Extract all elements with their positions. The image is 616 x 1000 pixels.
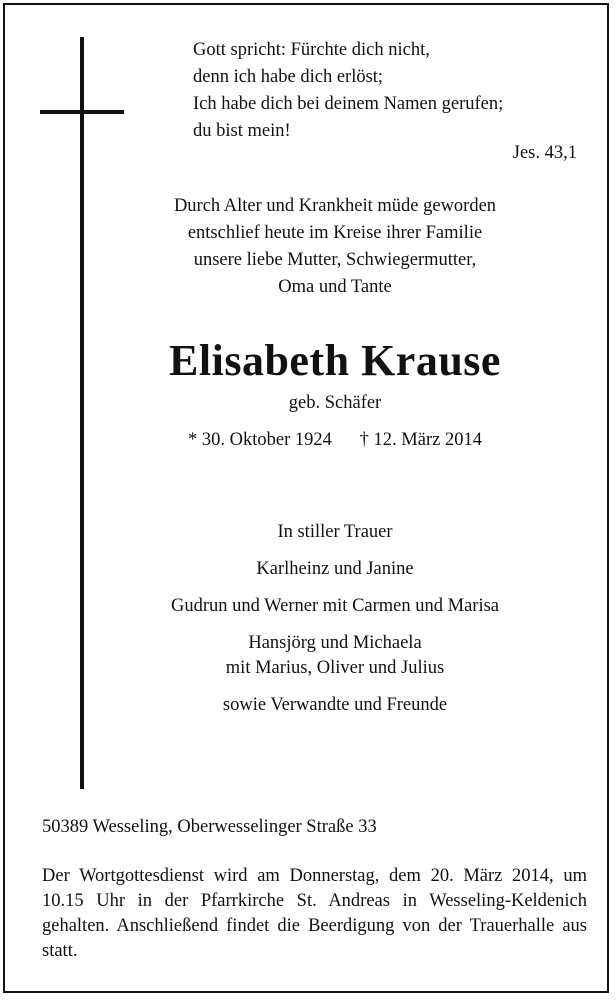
- cross-icon-horizontal: [40, 110, 124, 114]
- mourner-line: Hansjörg und Michaela: [248, 633, 422, 653]
- life-dates: * 30. Oktober 1924 † 12. März 2014: [188, 430, 482, 450]
- mourner-line: mit Marius, Oliver und Julius: [225, 658, 445, 678]
- mourner-line: Gudrun und Werner mit Carmen und Marisa: [170, 596, 499, 616]
- mourner-line: Karlheinz und Janine: [256, 559, 414, 579]
- intro-line: unsere liebe Mutter, Schwiegermutter,: [193, 250, 477, 270]
- mourners-list: [85, 520, 585, 730]
- family-address: 50389 Wesseling, Oberwesselinger Straße 33: [42, 817, 377, 837]
- maiden-name: geb. Schäfer: [288, 393, 382, 413]
- mourner-line: sowie Verwandte und Freunde: [222, 695, 448, 715]
- mourners-intro: In stiller Trauer: [277, 522, 393, 542]
- mourner-group: [85, 693, 585, 718]
- intro-line: Oma und Tante: [278, 277, 392, 297]
- mourner-group: [85, 594, 585, 619]
- verse-line: du bist mein!: [193, 121, 291, 141]
- funeral-service-info: Der Wortgottesdienst wird am Donnerstag, dem 20. März 2014, um 10.15 Uhr in der Pfarrkirche St. Andreas in Wesseling-Keldenich gehalten. Anschließend findet die Beerdigung von der Trauerhalle aus statt.: [42, 866, 587, 961]
- intro-line: entschlief heute im Kreise ihrer Familie: [187, 223, 483, 243]
- verse-reference: Jes. 43,1: [512, 143, 577, 163]
- deceased-name: Elisabeth Krause: [169, 336, 501, 385]
- obituary-notice: [3, 3, 609, 993]
- mourner-group: [85, 557, 585, 582]
- verse-line: Ich habe dich bei deinem Namen gerufen;: [193, 94, 504, 114]
- cross-icon-vertical: [80, 37, 84, 789]
- verse-line: Gott spricht: Fürchte dich nicht,: [193, 40, 430, 60]
- bible-verse: [193, 37, 503, 145]
- verse-line: denn ich habe dich erlöst;: [193, 67, 384, 87]
- intro-line: Durch Alter und Krankheit müde geworden: [173, 196, 497, 216]
- intro-text: [105, 193, 565, 301]
- mourner-group: [85, 631, 585, 681]
